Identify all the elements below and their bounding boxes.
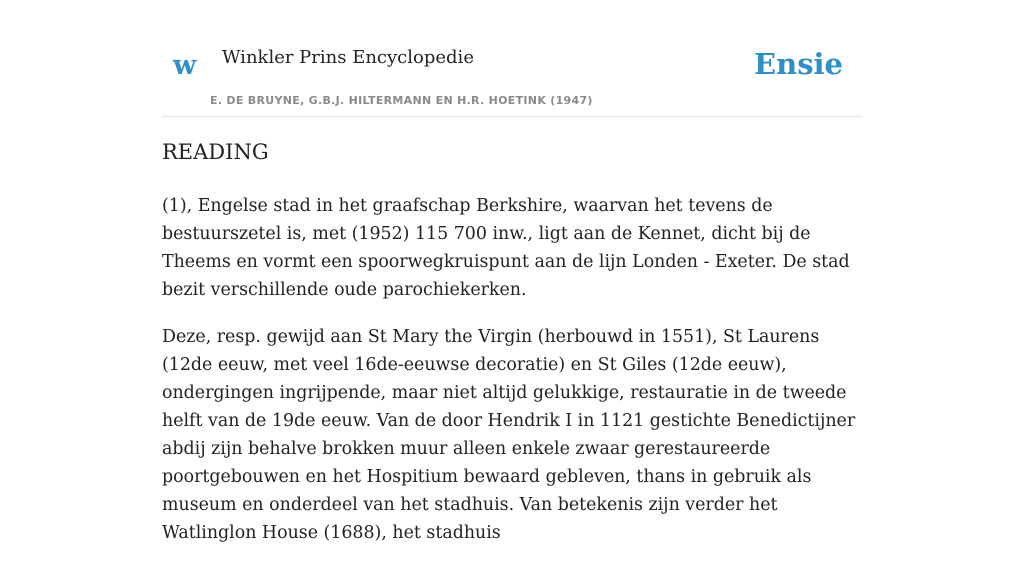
source-title-link[interactable]: Winkler Prins Encyclopedie [222,47,474,68]
source-logo[interactable]: w [173,50,197,81]
ensie-logo-link[interactable]: Ensie [754,47,843,81]
entry-body [162,192,862,566]
source-header [162,0,862,117]
entry-paragraph: (1), Engelse stad in het graafschap Berkshire, waarvan het tevens de bestuurszetel is, met (1952) 115 700 inw., ligt aan de Kennet, dicht bij de Theems en vormt een spoorwegkruispunt aan de lijn Londen - Exeter. De stad bezit verschillende oude parochiekerken. [162,196,850,300]
entry-paragraph: Deze, resp. gewijd aan St Mary the Virgin (herbouwd in 1551), St Laurens (12de eeuw, met veel 16de-eeuwse decoratie) en St Giles (12de eeuw), ondergingen ingrijpende, maar niet altijd gelukkige, restauratie in de tweede helft van de 19de eeuw. Van de door Hendrik I in 1121 gestichte Benedictijner abdij zijn behalve brokken muur alleen enkele zwaar gerestaureerde poortgebouwen en het Hospitium bewaard gebleven, thans in gebruik als museum en onderdeel van het stadhuis. Van betekenis zijn verder het Watlinglon House (1688), het stadhuis [162,327,856,543]
source-authors: E. DE BRUYNE, G.B.J. HILTERMANN EN H.R. HOETINK (1947) [210,94,593,107]
entry-title: READING [162,140,269,164]
